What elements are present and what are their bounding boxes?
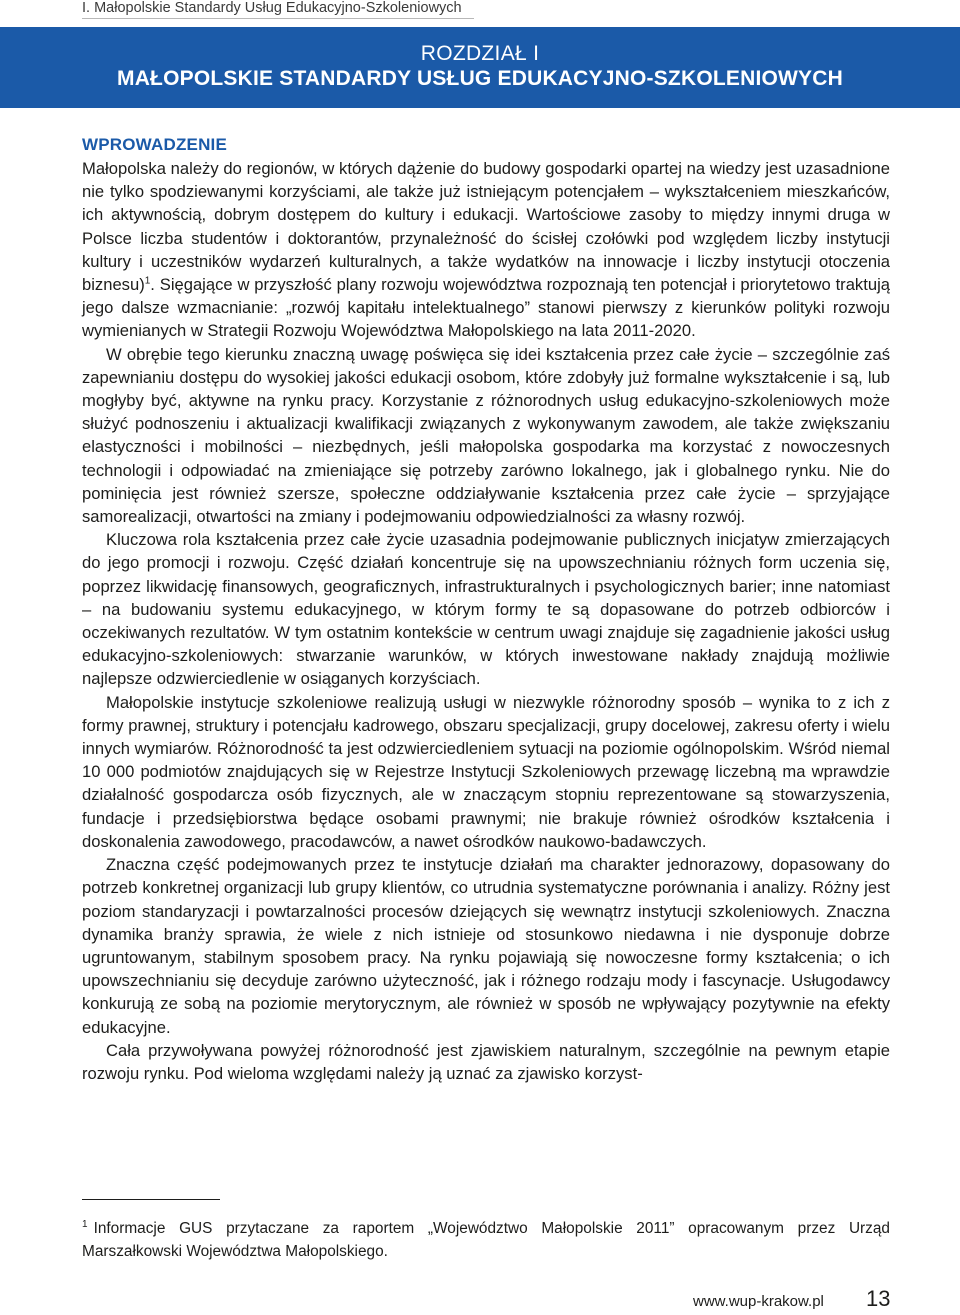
page-number: 13 <box>866 1286 891 1311</box>
paragraph-5: Znaczna część podejmowanych przez te instytucje działań ma charakter jednorazowy, dopasowany do potrzeb konkretnej organizacji lub grupy klientów, co utrudnia systematyczne porównania i analizy. Różny jest poziom standaryzacji i powtarzalności procesów dziejących się wewnątrz instytucji szkoleniowych. Znaczna dynamika branży sprawia, że wiele z nich istnieje od stosunkowo niedawna i nie dysponuje dobrze ugruntowanym, stabilnym sposobem pracy. Na rynku pojawiają się nowoczesne formy kształcenia; o ich upowszechnianiu się decyduje zarówno użyteczność, jak i różnego rodzaju mody i fascynacje. Usługodawcy konkurują ze sobą na poziomie merytorycznym, ale również w sposób ne wpływający pozytywnie na efekty edukacyjne. <box>82 855 890 1037</box>
paragraph-3: Kluczowa rola kształcenia przez całe życie uzasadnia podejmowanie publicznych inicjatyw zmierzających do jego promocji i rozwoju. Część działań koncentruje się na upowszechnianiu różnych form uczenia się, poprzez likwidację finansowych, geograficznych, infrastrukturalnych i psychologicznych barier; inne natomiast – na budowaniu systemu edukacyjnego, w którym formy te są dopasowane do potrzeb odbiorców i oczekiwanych rezultatów. W tym ostatnim kontekście w centrum uwagi znajduje się zagadnienie jakości usług edukacyjno-szkoleniowych: stwarzanie warunków, w których inwestowane nakłady znajdują możliwie najlepsze odzwierciedlenie w osiąganych korzyściach. <box>82 530 890 689</box>
paragraph-4: Małopolskie instytucje szkoleniowe realizują usługi w niezwykle różnorodny sposób – wynika to z ich z formy prawnej, struktury i potencjału kadrowego, obszaru specjalizacji, grupy docelowej, zakresu oferty i wielu innych wymiarów. Różnorodność ta jest odzwierciedleniem sytuacji na poziomie ogólnopolskim. Wśród niemal 10 000 podmiotów znajdujących się w Rejestrze Instytucji Szkoleniowych przewagę liczebną ma wprawdzie działalność gospodarcza osób fizycznych, ale w znaczącym stopniu reprezentowane są stowarzyszenia, fundacje i przedsiębiorstwa będące osobami prawnymi; nie brakuje również ośrodków kształcenia i doskonalenia zawodowego, pracodawców, a nawet ośrodków naukowo-badawczych. <box>82 692 890 851</box>
paragraph-1 <box>82 157 890 343</box>
paragraph-1-text: Małopolska należy do regionów, w których dążenie do budowy gospodarki opartej na wiedzy jest uzasadnione nie tylko spodziewanymi korzyściami, ale także już istniejącym potencjałem – wykształceniem mieszkańców, ich aktywnością, dobrym dostępem do kultury i edukacji. Wartościowe zasoby to między innymi druga w Polsce liczba studentów i doktorantów, przynależność do ścisłej czołówki pod względem liczby instytucji kultury i uczestników wydarzeń kulturalnych, a także wydatków na innowacje i liczby instytucji otoczenia biznesu) <box>82 159 890 295</box>
footnote <box>82 1213 890 1263</box>
paragraph-2: W obrębie tego kierunku znaczną uwagę poświęca się idei kształcenia przez całe życie – szczególnie zaś zapewnianiu dostępu do wysokiej jakości edukacji osobom, które zdobyły już formalne wykształcenie i są, lub mogłyby być, aktywne na rynku pracy. Korzystanie z różnorodnych usług edukacyjno-szkoleniowych może służyć podnoszeniu i aktualizacji kwalifikacji związanych z wykonywanym zawodem, ale także zwiększaniu elastyczności i mobilności – niezbędnych, jeśli małopolska gospodarka ma korzystać z nowoczesnych technologii i odpowiadać na zmieniające się potrzeby zarówno lokalnego, jak i globalnego rynku. Nie do pominięcia jest również szersze, społeczne oddziaływanie kształcenia przez całe życie – sprzyjające samorealizacji, otwartości na zmiany i podejmowaniu odpowiedzialności za własny rozwój. <box>82 344 890 527</box>
section-heading: WPROWADZENIE <box>82 135 228 154</box>
main-content <box>82 133 890 1085</box>
footnote-text: Informacje GUS przytaczane za raportem „Województwo Małopolskie 2011” opracowanym przez Urząd Marszałkowski Województwa Małopolskiego. <box>82 1220 890 1261</box>
footer-url-link[interactable]: www.wup-krakow.pl <box>693 1293 824 1310</box>
paragraph-6: Cała przywoływana powyżej różnorodność jest zjawiskiem naturalnym, szczególnie na pewnym etapie rozwoju rynku. Pod wieloma względami należy ją uznać za zjawisko korzyst- <box>82 1040 890 1083</box>
chapter-title: MAŁOPOLSKIE STANDARDY USŁUG EDUKACYJNO-SZKOLENIOWYCH <box>117 67 843 90</box>
chapter-number: ROZDZIAŁ I <box>420 42 540 65</box>
running-head: I. Małopolskie Standardy Usług Edukacyjno-Szkoleniowych <box>82 0 474 19</box>
footnote-ref[interactable]: 1 <box>144 275 151 287</box>
chapter-banner <box>0 27 960 108</box>
footnote-marker: 1 <box>82 1219 88 1230</box>
footnote-divider <box>82 1199 220 1200</box>
paragraph-1-tail: . Sięgające w przyszłość plany rozwoju województwa rozpoznają ten potencjał i priorytetowo traktują jego dalsze wzmacnianie: „rozwój kapitału intelektualnego” stanowi pierwszy z kierunków polityki rozwoju wymienianych w Strategii Rozwoju Województwa Małopolskiego na lata 2011-2020. <box>82 275 890 341</box>
